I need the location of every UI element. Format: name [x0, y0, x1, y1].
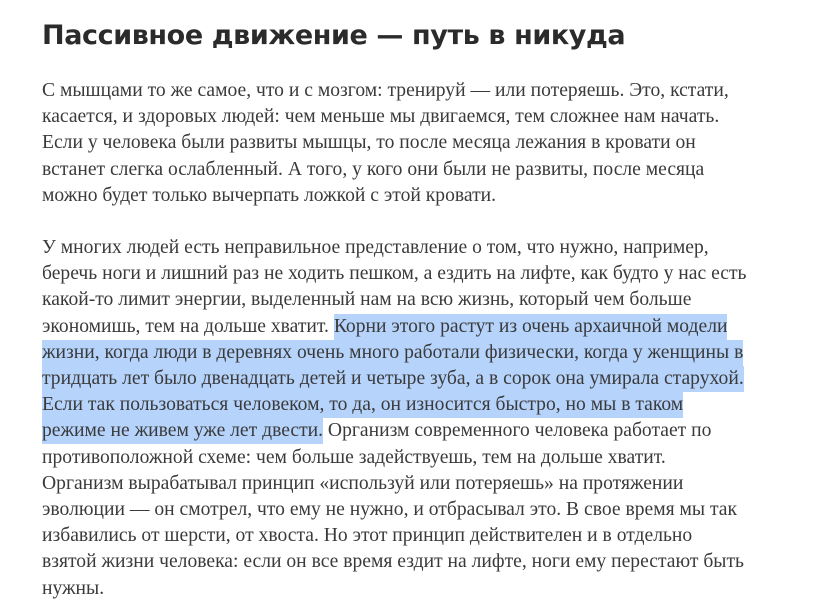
text-line: Если у человека были развиты мышцы, то после месяца лежания в кровати он [42, 132, 696, 154]
text-line: Организм вырабатывал принцип «используй или потеряешь» на протяжении [42, 472, 684, 494]
selected-text[interactable]: тридцать лет было двенадцать детей и четыре зуба, а в сорок она умирала старухой. [42, 366, 744, 392]
text-line: встанет слегка ослабленный. А того, у кого они были не развиты, после месяца [42, 158, 705, 180]
text-fragment: экономишь, тем на дольше хватит. [42, 315, 334, 337]
text-line: беречь ноги и лишний раз не ходить пешком, а ездить на лифте, как будто у нас есть [42, 263, 747, 285]
text-line [42, 418, 792, 444]
article [42, 14, 792, 602]
text-line: избавились от шерсти, от хвоста. Но этот принцип действителен и в отдельно [42, 525, 693, 547]
text-line [42, 366, 792, 392]
text-line: У многих людей есть неправильное представление о том, что нужно, например, [42, 237, 709, 259]
text-line: можно будет только вычерпать ложкой с этой кровати. [42, 184, 497, 206]
text-line: нужны. [42, 577, 105, 599]
paragraph-2 [42, 235, 792, 602]
text-fragment: Организм современного человека работает по [323, 420, 712, 442]
text-line: С мышцами то же самое, что и с мозгом: тренируй — или потеряешь. Это, кстати, [42, 80, 729, 101]
selected-text[interactable]: Если так пользоваться человеком, то да, он износится быстро, но мы в таком [42, 392, 683, 418]
text-line [42, 340, 792, 366]
selected-text[interactable]: Корни этого растут из очень архаичной модели [334, 314, 728, 340]
text-line [42, 314, 792, 340]
article-title: Пассивное движение — путь в никуда [42, 20, 626, 51]
text-line: эволюции — он смотрел, что ему не нужно, и отбрасывал это. В свое время мы так [42, 499, 737, 521]
selected-text[interactable]: жизни, когда люди в деревнях очень много работали физически, когда у женщины в [42, 340, 743, 366]
text-line: какой-то лимит энергии, выделенный нам на всю жизнь, который чем больше [42, 289, 692, 311]
text-line: касается, и здоровых людей: чем меньше мы двигаемся, тем сложнее нам начать. [42, 106, 720, 128]
text-line [42, 392, 792, 418]
paragraph-1 [42, 78, 792, 209]
selected-text[interactable]: режиме не живем уже лет двести. [42, 418, 323, 444]
text-line: противоположной схеме: чем больше задействуешь, тем на дольше хватит. [42, 446, 666, 468]
text-line: взятой жизни человека: если он все время ездит на лифте, ноги ему перестают быть [42, 551, 744, 573]
